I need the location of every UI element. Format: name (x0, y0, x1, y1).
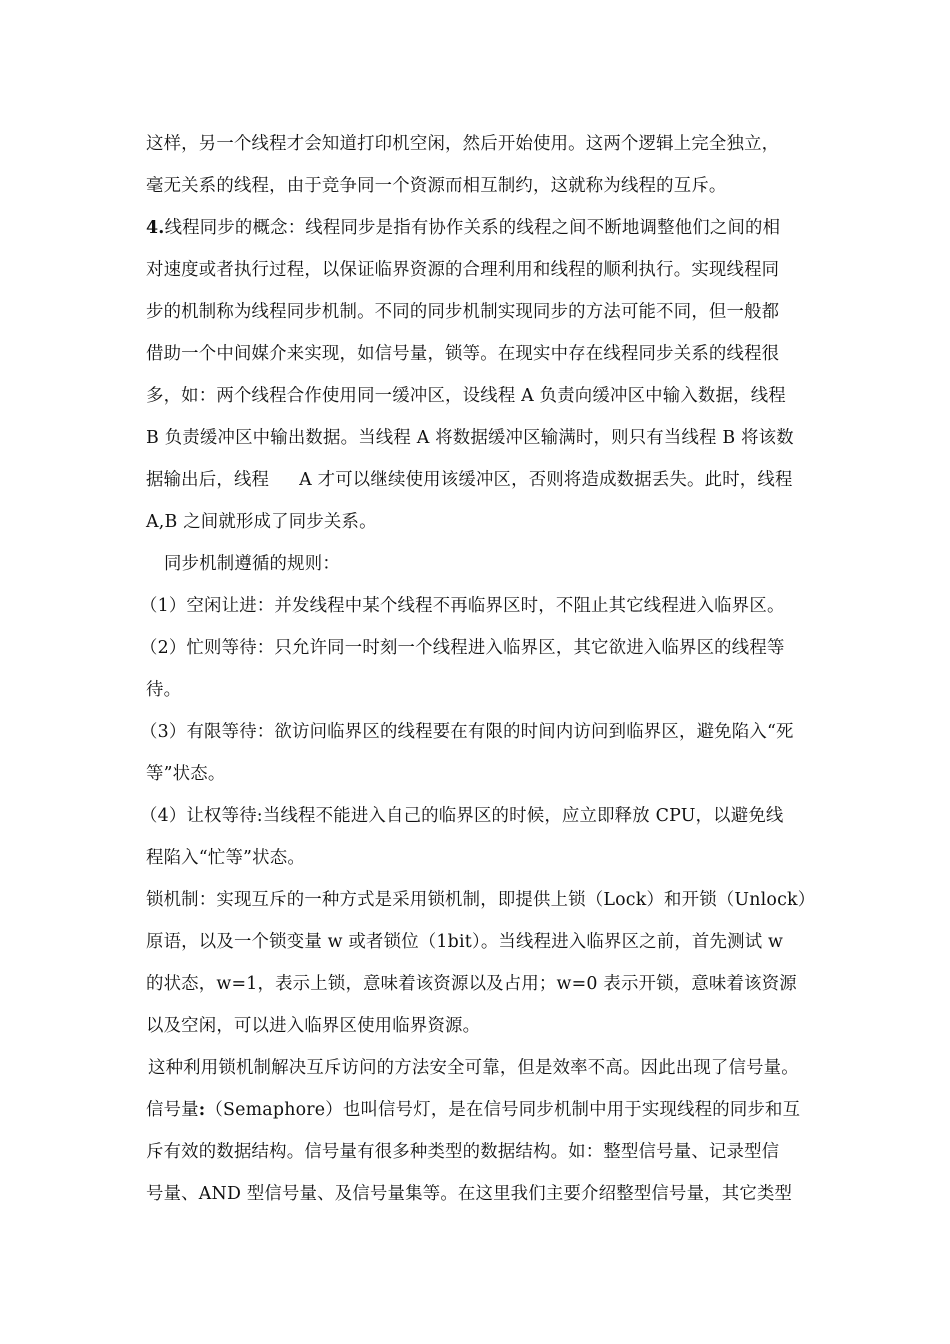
rule-item: （1）空闲让进：并发线程中某个线程不再临界区时，不阻止其它线程进入临界区。 (140, 596, 785, 616)
rule-item: （4）让权等待:当线程不能进入自己的临界区的时候，应立即释放 CPU，以避免线 (140, 806, 784, 826)
text-line: 多，如：两个线程合作使用同一缓冲区，设线程 A 负责向缓冲区中输入数据，线程 (146, 386, 786, 406)
text-line: 锁机制：实现互斥的一种方式是采用锁机制，即提供上锁（Lock）和开锁（Unlock） (146, 890, 816, 910)
rule-item: （2）忙则等待：只允许同一时刻一个线程进入临界区，其它欲进入临界区的线程等 (140, 638, 785, 658)
text-line: 毫无关系的线程，由于竞争同一个资源而相互制约，这就称为线程的互斥。 (146, 176, 727, 196)
text-line: 步的机制称为线程同步机制。不同的同步机制实现同步的方法可能不同，但一般都 (146, 302, 780, 322)
text-line: 原语，以及一个锁变量 w 或者锁位（1bit）。当线程进入临界区之前，首先测试 w (146, 932, 784, 952)
section-heading-line (146, 216, 808, 240)
text-line: 这样，另一个线程才会知道打印机空闲，然后开始使用。这两个逻辑上完全独立， (146, 134, 780, 154)
text-line: 借助一个中间媒介来实现，如信号量，锁等。在现实中存在线程同步关系的线程很 (146, 344, 780, 364)
text-line: A,B 之间就形成了同步关系。 (146, 512, 377, 532)
text-line: 号量、AND 型信号量、及信号量集等。在这里我们主要介绍整型信号量，其它类型 (146, 1184, 793, 1204)
text-line: 斥有效的数据结构。信号量有很多种类型的数据结构。如：整型信号量、记录型信 (146, 1142, 780, 1162)
text-line (146, 468, 808, 492)
text-line: B 负责缓冲区中输出数据。当线程 A 将数据缓冲区输满时，则只有当线程 B 将该数 (146, 428, 794, 448)
semaphore-line (146, 1098, 808, 1122)
text-line: 这种利用锁机制解决互斥访问的方法安全可靠，但是效率不高。因此出现了信号量。 (148, 1058, 799, 1078)
text-segment: 线程同步的概念：线程同步是指有协作关系的线程之间不断地调整他们之间的相 (164, 218, 781, 238)
rule-item: （3）有限等待：欲访问临界区的线程要在有限的时间内访问到临界区，避免陷入“死 (140, 722, 794, 742)
text-line: 对速度或者执行过程，以保证临界资源的合理利用和线程的顺利执行。实现线程同 (146, 260, 780, 280)
bold-colon: : (198, 1100, 206, 1120)
text-line: 待。 (146, 680, 182, 700)
text-line: 程陷入“忙等”状态。 (146, 848, 305, 868)
text-segment: （Semaphore）也叫信号灯，是在信号同步机制中用于实现线程的同步和互 (205, 1100, 801, 1120)
section-number: 4. (146, 218, 165, 238)
text-line: 以及空闲，可以进入临界区使用临界资源。 (146, 1016, 481, 1036)
text-segment: A 才可以继续使用该缓冲区，否则将造成数据丢失。此时，线程 (299, 470, 793, 490)
rules-heading: 同步机制遵循的规则： (164, 554, 340, 574)
text-line: 等”状态。 (146, 764, 226, 784)
text-line: 的状态，w=1，表示上锁，意味着该资源以及占用；w=0 表示开锁，意味着该资源 (146, 974, 797, 994)
text-segment: 信号量 (146, 1100, 199, 1120)
text-segment: 据输出后，线程 (146, 470, 270, 490)
